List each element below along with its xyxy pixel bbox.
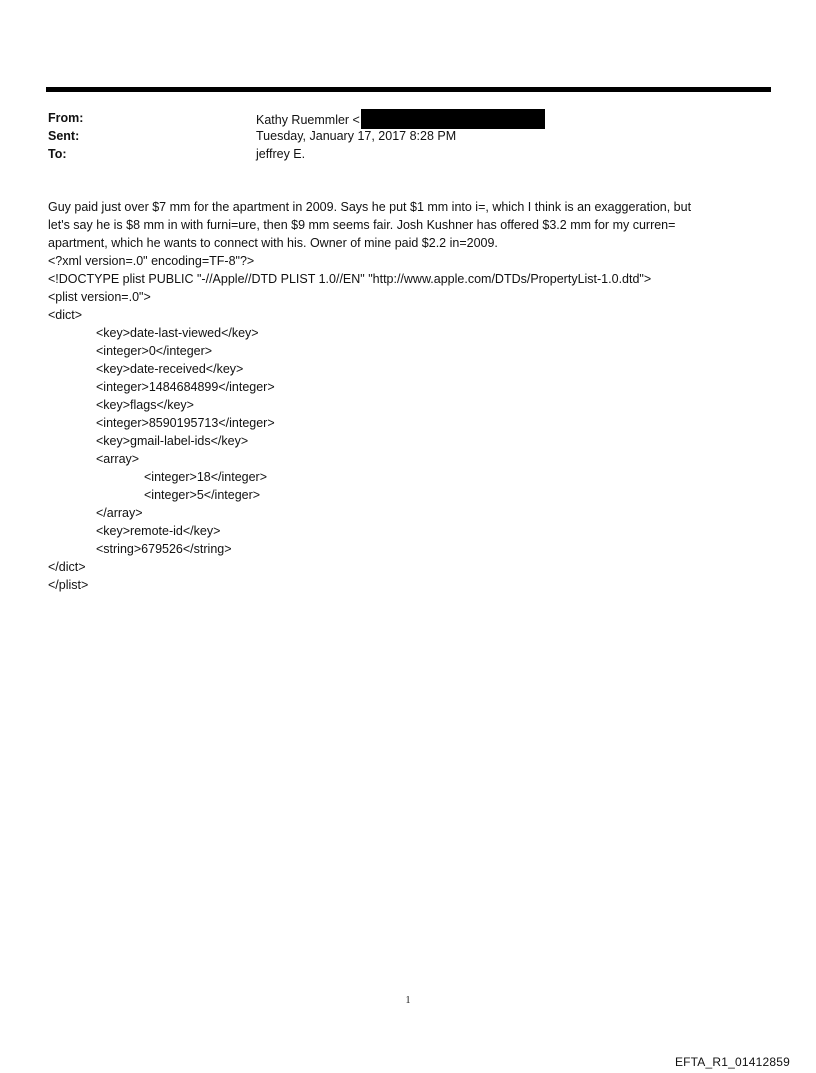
body-line: <key>date-received</key> (96, 362, 244, 376)
body-line: <integer>1484684899</integer> (96, 380, 275, 394)
body-line: </plist> (48, 578, 89, 592)
from-label: From: (48, 111, 84, 125)
document-id: EFTA_R1_01412859 (674, 1055, 790, 1069)
from-sender: Kathy Ruemmler < (256, 113, 360, 127)
body-line: <!DOCTYPE plist PUBLIC "-//Apple//DTD PLIST 1.0//EN" "http://www.apple.com/DTDs/PropertyList-1.0.dtd"> (48, 272, 652, 286)
body-line: apartment, which he wants to connect with his. Owner of mine paid $2.2 in=2009. (48, 236, 498, 250)
body-line: <key>flags</key> (96, 398, 194, 412)
body-line: </array> (96, 506, 143, 520)
body-line: <array> (96, 452, 140, 466)
body-line: <key>gmail-label-ids</key> (96, 434, 249, 448)
to-value: jeffrey E. (256, 147, 306, 161)
body-line: <integer>5</integer> (144, 488, 261, 502)
sent-row (48, 127, 768, 145)
to-row (48, 145, 768, 163)
body-line: <key>remote-id</key> (96, 524, 221, 538)
email-header (48, 109, 768, 163)
body-line: Guy paid just over $7 mm for the apartment in 2009. Says he put $1 mm into i=, which I think is an exaggeration, but (48, 200, 692, 214)
from-value (256, 109, 545, 129)
email-body (48, 198, 768, 594)
sent-label: Sent: (48, 129, 80, 143)
body-line: <integer>18</integer> (144, 470, 268, 484)
body-line: let's say he is $8 mm in with furni=ure, then $9 mm seems fair. Josh Kushner has offered $3.2 mm for my curren= (48, 218, 676, 232)
sent-value: Tuesday, January 17, 2017 8:28 PM (256, 129, 457, 143)
to-label: To: (48, 147, 67, 161)
body-line: <integer>0</integer> (96, 344, 213, 358)
body-line: <?xml version=.0" encoding=TF-8"?> (48, 254, 255, 268)
redaction-block (361, 109, 545, 129)
header-divider (46, 87, 771, 92)
page-number: 1 (405, 995, 411, 1006)
body-line: <string>679526</string> (96, 542, 232, 556)
body-line: </dict> (48, 560, 86, 574)
from-row (48, 109, 768, 127)
body-line: <key>date-last-viewed</key> (96, 326, 259, 340)
body-line: <dict> (48, 308, 83, 322)
body-line: <integer>8590195713</integer> (96, 416, 275, 430)
body-line: <plist version=.0"> (48, 290, 151, 304)
